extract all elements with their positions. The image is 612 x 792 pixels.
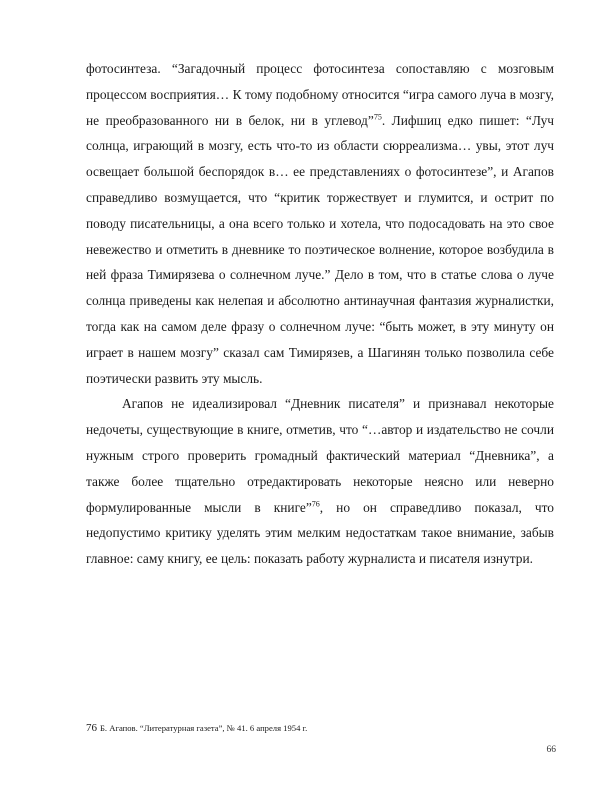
footnote-text: Б. Агапов. “Литературная газета”, № 41. 6 апреля 1954 г. xyxy=(100,723,308,733)
footnote xyxy=(86,722,554,734)
footnote-number: 76 xyxy=(86,722,97,734)
paragraph-1-text-b: . Лифшиц едко пишет: “Луч солнца, играющий в мозгу, есть что-то из области сюрреализма… увы, этот луч освещает большой беспорядок в… ее представлениях о фотосинтезе”, и Агапов справедливо возмущается, что “критик торжествует и глумится, и острит по поводу писательницы, а она всего только и хотела, что подосадовать на это свое невежество и отметить в дневнике то поэтическое волнение, которое возбудила в ней фраза Тимирязева о солнечном луче.” Дело в том, что в статье слова о луче солнца приведены как нелепая и абсолютно антинаучная фантазия журналистки, тогда как на самом деле фразу о солнечном луче: “быть может, в эту минуту он играет в нашем мозгу” сказал сам Тимирязев, а Шагинян только позволила себе поэтически развить эту мысль. xyxy=(86,112,555,386)
paragraph-1-text-a: фотосинтеза. “Загадочный процесс фотосинтеза сопоставляю с мозговым процессом восприятия… К тому подобному относится “игра самого луча в мозгу, не преобразованного ни в белок, ни в углевод” xyxy=(86,61,554,128)
paragraph-1 xyxy=(86,56,554,391)
body-text xyxy=(86,56,554,572)
paragraph-2-text-a: Агапов не идеализировал “Дневник писателя” и признавал некоторые недочеты, существующие в книге, отметив, что “…автор и издательство не сочли нужным строго проверить громадный фактический материал “Дневника”, а также более тщательно отредактировать некоторые неясно или неверно формулированные мысли в книге” xyxy=(86,396,554,515)
paragraph-2 xyxy=(86,391,554,572)
page-number: 66 xyxy=(546,745,556,755)
footnote-ref-75: 75 xyxy=(373,112,382,122)
footnote-separator xyxy=(86,706,236,707)
footnote-ref-76: 76 xyxy=(311,499,320,509)
paragraph-2-text-b: , но он справедливо показал, что недопустимо критику уделять этим мелким недостаткам такое внимание, забыв главное: саму книгу, ее цель: показать работу журналиста и писателя изнутри. xyxy=(86,499,555,567)
